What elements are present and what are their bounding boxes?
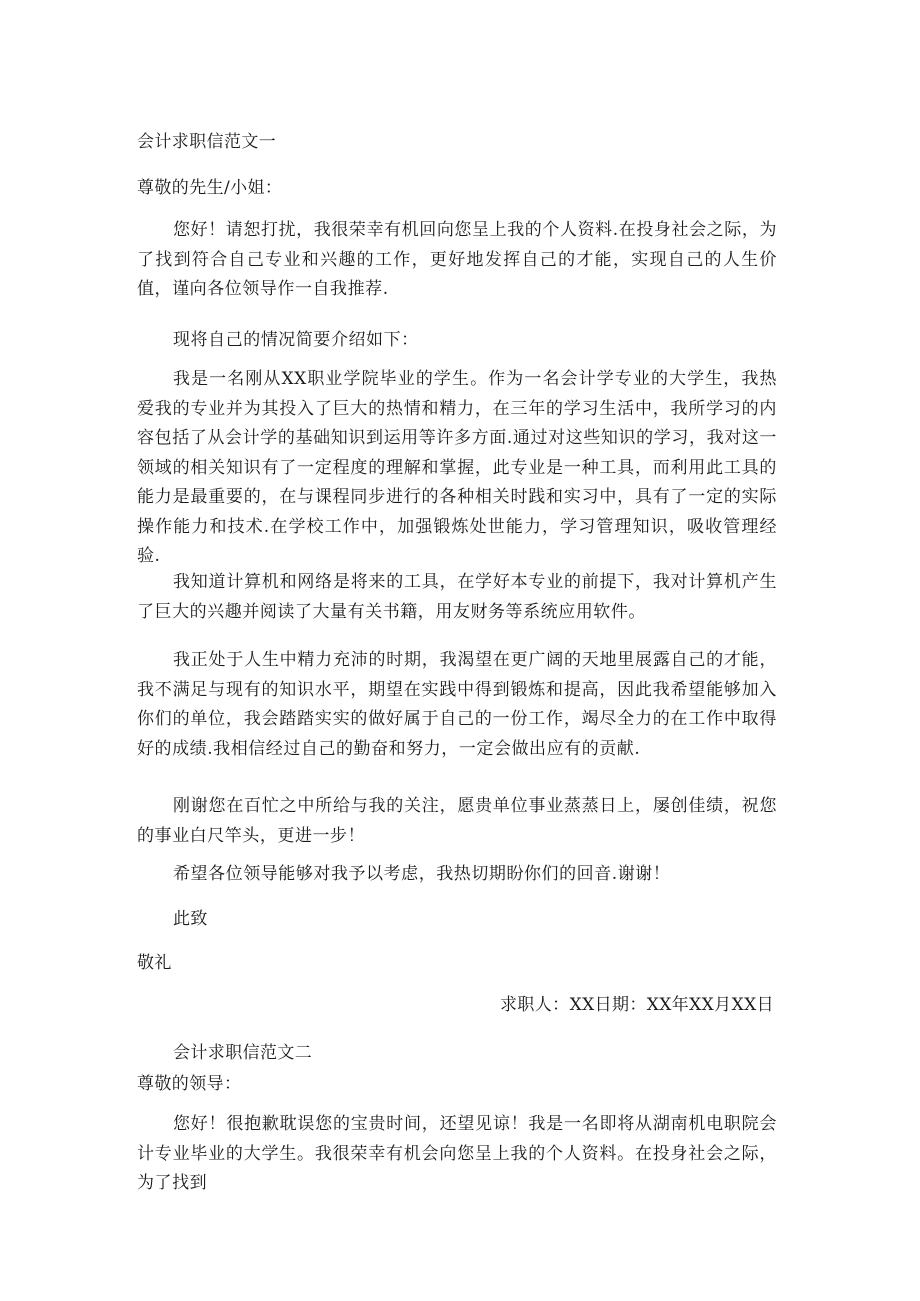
- letter1-signature: 求职人：XX日期：XX年XX月XX日: [499, 995, 774, 1015]
- letter2-title: 会计求职信范文二: [173, 1043, 313, 1063]
- letter1-paragraph-4: 我知道计算机和网络是将来的工具，在学好本专业的前提下，我对计算机产生了巨大的兴趣并阅读了大量有关书籍，用友财务等系统应用软件。: [137, 572, 777, 622]
- letter1-paragraph-5: 我正处于人生中精力充沛的时期，我渴望在更广阔的天地里展露自己的才能，我不满足与现有的知识水平，期望在实践中得到锻炼和提高，因此我希望能够加入你们的单位，我会踏踏实实的做好属于自己的一份工作，竭尽全力的在工作中取得好的成绩.我相信经过自己的勤奋和努力，一定会做出应有的贡献.: [137, 650, 777, 759]
- letter1-salutation: 尊敬的先生/小姐：: [137, 178, 283, 198]
- letter2-paragraph-1: 您好！很抱歉耽误您的宝贵时间，还望见谅！我是一名即将从湖南机电职院会计专业毕业的大学生。我很荣幸有机会向您呈上我的个人资料。在投身社会之际，为了找到: [137, 1114, 777, 1193]
- letter1-title: 会计求职信范文一: [137, 132, 277, 152]
- letter1-paragraph-3: 我是一名刚从XX职业学院毕业的学生。作为一名会计学专业的大学生，我热爱我的专业并为其投入了巨大的热情和精力，在三年的学习生活中，我所学习的内容包括了从会计学的基础知识到运用等许多方面.通过对这些知识的学习，我对这一领域的相关知识有了一定程度的理解和掌握，此专业是一种工具，而利用此工具的能力是最重要的，在与课程同步进行的各种相关时践和实习中，具有了一定的实际操作能力和技术.在学校工作中，加强锻炼处世能力，学习管理知识，吸收管理经验.: [137, 369, 777, 566]
- letter2-salutation: 尊敬的领导：: [137, 1074, 242, 1094]
- letter1-regards: 敬礼: [137, 953, 172, 973]
- letter1-paragraph-6: 刚谢您在百忙之中所给与我的关注，愿贵单位事业蒸蒸日上，屡创佳绩，祝您的事业白尺竿头，更进一步！: [137, 796, 777, 846]
- letter1-paragraph-7: 希望各位领导能够对我予以考虑，我热切期盼你们的回音.谢谢！: [173, 864, 671, 884]
- letter1-paragraph-1: 您好！请恕打扰，我很荣幸有机回向您呈上我的个人资料.在投身社会之际，为了找到符合自己专业和兴趣的工作，更好地发挥自己的才能，实现自己的人生价值，谨向各位领导作一自我推荐.: [137, 220, 777, 299]
- letter1-paragraph-2: 现将自己的情况简要介绍如下：: [173, 330, 419, 350]
- letter1-closing: 此致: [173, 909, 208, 929]
